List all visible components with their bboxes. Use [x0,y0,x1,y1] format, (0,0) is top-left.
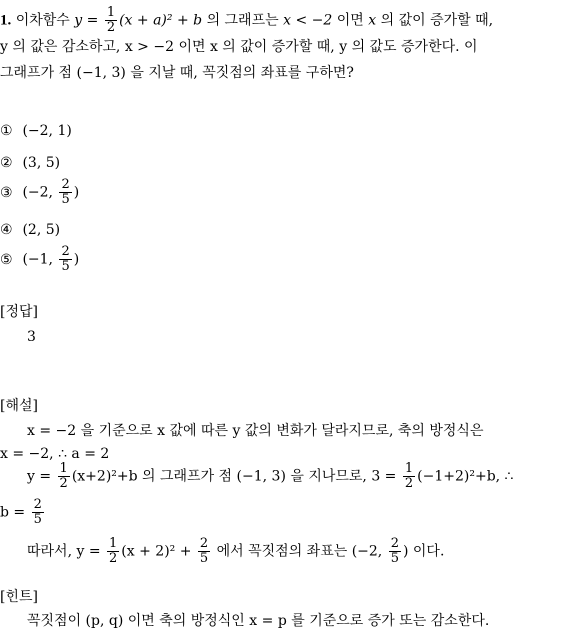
fraction: $\frac{2}{5}$ [33,497,42,527]
question-line-3: 그래프가 점 (−1, 3) 을 지날 때, 꼭짓점의 좌표를 구하면? [0,65,354,81]
choice-4[interactable] [0,222,60,238]
choice-text: (2, 5) [22,222,61,238]
hint-text: 꼭짓점이 (p, q) 이면 축의 방정식인 x = p 를 기준으로 증가 또는 감소한다. [27,613,490,629]
choice-marker: ② [0,155,13,171]
choice-5[interactable] [0,245,79,274]
fraction: $\frac{1}{2}$ [106,5,116,35]
choice-text: ) [73,184,80,201]
choice-marker: ⑤ [0,251,13,268]
explanation-line-1: x = −2 을 기준으로 x 값에 따른 y 값의 변화가 달라지므로, 축의 방정식은 [27,423,484,439]
question-text: 의 값이 증가할 때, [380,12,494,29]
math-text: x < −2 [283,12,333,29]
choice-marker: ④ [0,222,13,238]
fraction: $\frac{1}{2}$ [404,461,414,491]
question-text: 의 그래프는 [206,12,279,29]
answer-heading: [정답] [0,304,38,320]
fraction: $\frac{1}{2}$ [109,536,118,566]
fraction: $\frac{2}{5}$ [61,244,70,274]
choice-text: (3, 5) [22,155,61,171]
answer-value: 3 [27,329,36,345]
math-text: (x+2)²+b 의 그래프가 점 (−1, 3) 을 지나므로, 3 = [71,468,397,485]
fraction: $\frac{1}{2}$ [59,461,68,491]
fraction: $\frac{2}{5}$ [61,177,70,207]
math-text: (x + a)² + b [119,12,203,29]
choice-marker: ③ [0,184,13,201]
math-text: y = [27,468,52,485]
math-text: (x + 2)² + [121,543,192,560]
math-text: x [368,12,377,29]
choice-3[interactable] [0,178,79,207]
math-text: b = [0,504,26,521]
explanation-heading: [해설] [0,398,38,414]
question-text: 이면 [336,12,364,29]
choice-marker: ① [0,123,13,139]
hint-heading: [힌트] [0,589,38,605]
explanation-line-4 [0,498,46,527]
explanation-line-3 [27,462,513,491]
choice-text: (−2, 1) [22,123,72,139]
choice-text: (−2, [22,184,54,201]
question-number: 1. [0,12,12,29]
choice-text: (−1, [22,251,54,268]
explanation-line-5 [27,537,444,566]
math-text: y = [74,12,99,29]
math-text: 에서 꼭짓점의 좌표는 (−2, [216,543,383,560]
choice-1[interactable] [0,123,72,139]
question-line-1 [0,6,493,35]
choice-2[interactable] [0,155,60,171]
fraction: $\frac{2}{5}$ [199,536,209,566]
choice-text: ) [73,251,80,268]
explanation-line-2: x = −2, ∴ a = 2 [0,446,110,462]
math-text: 따라서, y = [27,543,101,560]
math-text: ) 이다. [403,543,445,560]
math-text: (−1+2)²+b, ∴ [417,468,514,485]
fraction: $\frac{2}{5}$ [390,536,399,566]
question-text: 이차함수 [15,12,70,29]
question-line-2: y 의 값은 감소하고, x > −2 이면 x 의 값이 증가할 때, y 의 값도 증가한다. 이 [0,39,478,55]
